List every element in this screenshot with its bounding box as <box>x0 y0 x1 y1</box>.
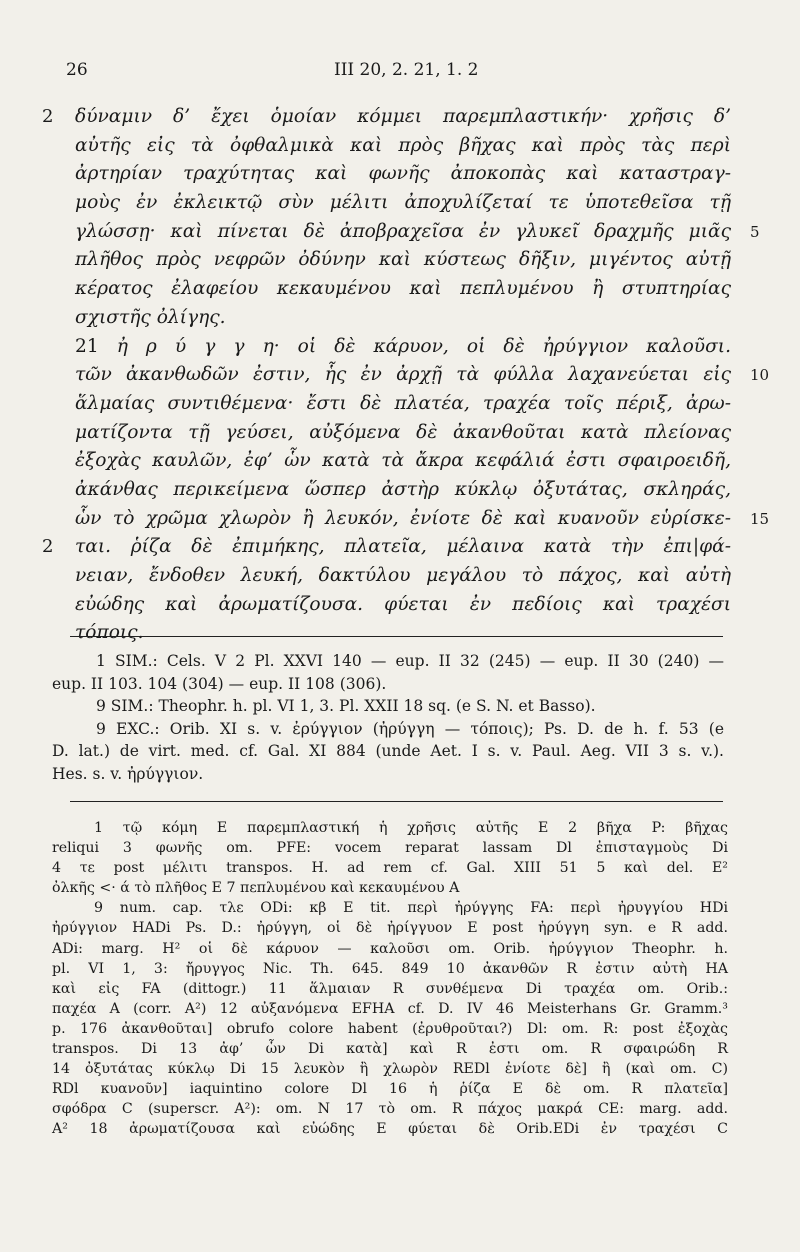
text-line <box>20 476 800 505</box>
critical-line <box>52 918 732 938</box>
line-text: μοὺς ἐν ἐκλεικτῷ σὺν μέλιτι ἀποχυλίζεταί τε ὑποτεθεῖσα τῇ <box>75 192 731 214</box>
critical-text: RDl κυανοῦν] iaquintino colore Dl 16 ἡ ῥίζα E δὲ om. R πλατεῖα] <box>52 1081 728 1098</box>
apparatus-line <box>52 718 732 741</box>
text-line <box>20 361 800 390</box>
margin-section-number: 2 <box>42 536 54 558</box>
critical-text: 1 τῷ κόμη E παρεμπλαστική ἡ χρῆσις αὐτῆς E 2 βῆχα P: βῆχας <box>94 820 728 836</box>
critical-line <box>52 878 732 898</box>
critical-text: ἠρύγγιον HADi Ps. D.: ἠρύγγη, οἱ δὲ ἠρίγγυον E post ἠρύγγη syn. e R add. <box>52 920 728 937</box>
critical-text: A² 18 ἀρωματίζουσα καὶ εὐώδης E φύεται δὲ Orib.EDi ἐν τραχέσι C <box>52 1121 728 1138</box>
critical-apparatus-divider <box>70 801 723 802</box>
critical-line <box>52 1019 732 1039</box>
text-line <box>20 533 800 562</box>
apparatus-line <box>52 673 732 696</box>
text-line <box>20 562 800 591</box>
critical-text: ὀλκῆς <· ά τὸ πλῆθος E 7 πεπλυμένου καὶ κεκαυμένου A <box>52 880 460 897</box>
line-text: ὧν τὸ χρῶμα χλωρὸν ἢ λευκόν, ἐνίοτε δὲ καὶ κυανοῦν εὑρίσκε- <box>75 507 731 529</box>
apparatus-text: 1 SIM.: Cels. V 2 Pl. XXVI 140 — eup. II 32 (245) — eup. II 30 (240) — <box>96 652 724 670</box>
text-line <box>20 591 800 620</box>
apparatus-text: eup. II 103. 104 (304) — eup. II 108 (306). <box>52 674 387 693</box>
critical-text: σφόδρα C (superscr. A²): om. N 17 τὸ om. R πάχος μακρά CE: marg. add. <box>52 1101 728 1118</box>
line-text: ἀκάνθας περικείμενα ὥσπερ ἀστὴρ κύκλῳ ὀξυτάτας, σκληράς, <box>75 478 731 500</box>
line-text: γλώσσῃ· καὶ πίνεται δὲ ἀποβραχεῖσα ἐν γλυκεῖ δραχμῆς μιᾶς <box>75 220 731 242</box>
text-line <box>20 505 800 534</box>
critical-text: καὶ εἰς FA (dittogr.) 11 ἅλμαιαν R συνθέμενα Di τραχέα om. Orib.: <box>52 980 728 997</box>
chapter-text: ἠ ρ ύ γ γ η· οἱ δὲ κάρυον, οἱ δὲ ἠρύγγιον καλοῦσι. <box>116 335 732 357</box>
line-text: ται. ῥίζα δὲ ἐπιμήκης, πλατεῖα, μέλαινα κατὰ τὴν ἐπι|φά- <box>75 536 731 558</box>
critical-line <box>52 979 732 999</box>
chapter-number: 21 <box>75 335 99 357</box>
apparatus-text: 9 SIM.: Theophr. h. pl. VI 1, 3. Pl. XXII 18 sq. (e S. N. et Basso). <box>96 697 596 716</box>
critical-apparatus <box>52 818 732 1140</box>
line-text: δύναμιν δ’ ἔχει ὁμοίαν κόμμει παρεμπλαστικήν· χρῆσις δ’ <box>75 106 731 127</box>
text-line <box>20 189 800 218</box>
critical-text: pl. VI 1, 3: ἤρυγγος Nic. Th. 645. 849 10 ἀκανθῶν R ἐστιν αὐτὴ HA <box>52 960 728 977</box>
text-line <box>20 304 800 333</box>
apparatus-text: Hes. s. v. ἠρύγγιον. <box>52 764 204 783</box>
text-line <box>20 246 800 275</box>
main-text <box>20 103 800 648</box>
line-text <box>75 333 731 362</box>
text-line <box>20 275 800 304</box>
critical-text: ADi: marg. H² οἱ δὲ κάρυον — καλοῦσι om. Orib. ἠρύγγιον Theophr. h. <box>52 940 728 957</box>
text-line <box>20 419 800 448</box>
critical-text: transpos. Di 13 ἀφ’ ὧν Di κατὰ] καὶ R ἐστι om. R σφαιρώδη R <box>52 1041 728 1058</box>
line-text: πλῆθος πρὸς νεφρῶν ὀδύνην καὶ κύστεως δῆξιν, μιγέντος αὐτῇ <box>75 249 731 271</box>
critical-text: reliqui 3 φωνῆς om. PFE: vocem reparat lassam Dl ἐπισταγμοὺς Di <box>52 840 728 857</box>
apparatus-line <box>52 763 732 786</box>
critical-line <box>52 1079 732 1099</box>
line-text: ἀρτηρίαν τραχύτητας καὶ φωνῆς ἀποκοπὰς καὶ καταστραγ- <box>75 163 731 185</box>
text-line <box>20 619 800 648</box>
critical-line <box>52 818 732 838</box>
line-text: εὐώδης καὶ ἀρωματίζουσα. φύεται ἐν πεδίοις καὶ τραχέσι <box>75 593 731 615</box>
line-text: κέρατος ἐλαφείου κεκαυμένου καὶ πεπλυμένου ἢ στυπτηρίας <box>75 278 731 300</box>
apparatus-line <box>52 695 732 718</box>
line-text: αὐτῆς εἰς τὰ ὀφθαλμικὰ καὶ πρὸς βῆχας καὶ πρὸς τὰς περὶ <box>75 134 731 156</box>
critical-text: 9 num. cap. τλε ODi: κβ E tit. περὶ ἠρύγγης FA: περὶ ἠρυγγίου HDi <box>94 900 728 917</box>
running-header <box>0 60 800 86</box>
line-number: 5 <box>750 222 760 241</box>
line-text: ἐξοχὰς καυλῶν, ἐφ’ ὧν κατὰ τὰ ἄκρα κεφάλιά ἐστι σφαιροειδῆ, <box>75 450 731 472</box>
critical-line <box>52 999 732 1019</box>
apparatus-line <box>52 650 732 673</box>
critical-text: p. 176 ἀκανθοῦται] obrufo colore habent (ἐρυθροῦται?) Dl: om. R: post ἐξοχὰς <box>52 1020 728 1037</box>
apparatus-text: 9 EXC.: Orib. XI s. v. ἐρύγγιον (ἠρύγγη — τόποις); Ps. D. de h. f. 53 (e <box>96 719 724 738</box>
line-text: τῶν ἀκανθωδῶν ἐστιν, ἧς ἐν ἀρχῇ τὰ φύλλα λαχανεύεται εἰς <box>75 364 731 386</box>
text-line <box>20 103 800 132</box>
line-number: 10 <box>750 366 770 385</box>
critical-text: 14 ὀξυτάτας κύκλῳ Di 15 λευκὸν ἢ χλωρὸν REDl ἐνίοτε δὲ] ἢ (καὶ om. C) <box>52 1061 728 1078</box>
critical-text: 4 τε post μέλιτι transpos. H. ad rem cf. Gal. XIII 51 5 καὶ del. E² <box>52 860 728 877</box>
line-number: 15 <box>750 509 770 528</box>
critical-line <box>52 959 732 979</box>
text-line <box>20 390 800 419</box>
critical-line <box>52 838 732 858</box>
text-line <box>20 132 800 161</box>
line-text: ἅλμαίας συντιθέμενα· ἔστι δὲ πλατέα, τραχέα τοῖς πέριξ, ἀρω- <box>75 392 731 414</box>
critical-line <box>52 1059 732 1079</box>
apparatus-text: D. lat.) de virt. med. cf. Gal. XI 884 (unde Aet. I s. v. Paul. Aeg. VII 3 s. v.). <box>52 742 724 761</box>
critical-line <box>52 1099 732 1119</box>
section-reference: III 20, 2. 21, 1. 2 <box>334 60 479 80</box>
line-text: νειαν, ἔνδοθεν λευκή, δακτύλου μεγάλου τὸ πάχος, καὶ αὐτὴ <box>75 565 731 586</box>
line-text: σχιστῆς ὀλίγης. <box>75 306 226 328</box>
text-line <box>20 218 800 247</box>
apparatus-divider <box>70 636 723 637</box>
apparatus-line <box>52 740 732 763</box>
line-text: τόποις. <box>75 622 144 644</box>
critical-line <box>52 939 732 959</box>
source-apparatus <box>52 650 732 786</box>
critical-line <box>52 1039 732 1059</box>
critical-line <box>52 898 732 918</box>
critical-text: παχέα A (corr. A²) 12 αὐξανόμενα EFHA cf. D. IV 46 Meisterhans Gr. Gramm.³ <box>52 1000 728 1017</box>
line-text: ματίζοντα τῇ γεύσει, αὐξόμενα δὲ ἀκανθοῦται κατὰ πλείονας <box>75 421 731 443</box>
margin-section-number: 2 <box>42 106 54 127</box>
text-line <box>20 160 800 189</box>
critical-line <box>52 1119 732 1139</box>
text-line <box>20 333 800 362</box>
text-line <box>20 447 800 476</box>
critical-line <box>52 858 732 878</box>
page-number: 26 <box>66 60 88 80</box>
